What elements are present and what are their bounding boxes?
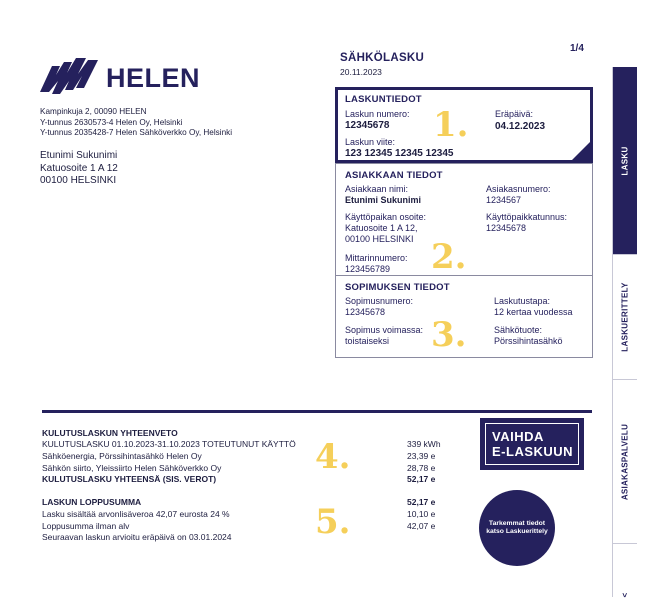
- details-badge: [479, 490, 555, 566]
- customer-name-label: Asiakkaan nimi:: [345, 184, 409, 194]
- summary-row-label: KULUTUSLASKU 01.10.2023-31.10.2023 TOTEUTUNUT KÄYTTÖ: [42, 439, 296, 449]
- meter-number-value: 123456789: [345, 264, 391, 274]
- summary-total-value: 52,17 e: [407, 474, 436, 485]
- billing-method-value: 12 kertaa vuodessa: [494, 307, 573, 317]
- contract-number-value: 12345678: [345, 307, 386, 317]
- meter-number-label: Mittarinnumero:: [345, 253, 408, 263]
- invoice-number-value: 12345678: [345, 120, 390, 131]
- sopimus-heading: SOPIMUKSEN TIEDOT: [345, 282, 450, 293]
- contract-valid-label: Sopimus voimassa:: [345, 325, 424, 335]
- page-number: 1/4: [570, 43, 584, 54]
- sender-address-line: Y-tunnus 2630573-4 Helen Oy, Helsinki: [40, 117, 183, 127]
- tab-lasku[interactable]: [613, 67, 637, 255]
- laskuntiedot-box: [335, 87, 593, 163]
- loppusumma-row-label: Loppusumma ilman alv: [42, 520, 130, 531]
- section-divider: [42, 410, 592, 413]
- recipient-line: Etunimi Sukunimi: [40, 150, 118, 161]
- sender-address-line: Y-tunnus 2035428-7 Helen Sähköverkko Oy, Helsinki: [40, 128, 233, 137]
- loppusumma-row-value: 10,10 e: [407, 508, 436, 519]
- customer-number-value: 1234567: [486, 195, 522, 205]
- billing-method-label: Laskutustapa:: [494, 296, 551, 306]
- recipient-line: Katuosoite 1 A 12: [40, 162, 118, 174]
- tab-laskuerittely-label: LASKUERITTELY: [620, 282, 630, 352]
- loppusumma-values: [407, 497, 435, 532]
- section-marker-4: 4.: [315, 437, 351, 477]
- sender-address-line: Kampinkuja 2, 00090 HELEN: [40, 107, 147, 116]
- site-address-label: Käyttöpaikan osoite:: [345, 212, 427, 222]
- e-invoice-line2: E-LASKUUN: [492, 444, 574, 459]
- e-invoice-banner[interactable]: [480, 418, 584, 470]
- tab-lasku-label: LASKU: [620, 145, 630, 176]
- summary-rows: [42, 439, 296, 486]
- side-tabs: [612, 67, 636, 597]
- site-id-value: 12345678: [486, 223, 527, 233]
- customer-name-value: Etunimi Sukunimi: [345, 195, 422, 205]
- invoice-title: SÄHKÖLASKU: [340, 52, 425, 64]
- summary-row-value: 28,78 e: [407, 462, 436, 473]
- reference-label: Laskun viite:: [345, 137, 396, 147]
- box-corner: [571, 141, 591, 161]
- loppusumma-note: Seuraavan laskun arvioitu eräpäivä on 03.01.2024: [42, 532, 232, 543]
- due-date-value: 04.12.2023: [495, 121, 546, 132]
- section-marker-2: 2.: [431, 237, 467, 277]
- loppusumma-row-value: 42,07 e: [407, 520, 436, 531]
- customer-number-label: Asiakasnumero:: [486, 184, 551, 194]
- summary-row-value: 339 kWh: [407, 439, 441, 449]
- tab-more-label: <: [620, 592, 630, 598]
- site-address-value: Katuosoite 1 A 12,: [345, 223, 418, 233]
- invoice-number-label: Laskun numero:: [345, 109, 410, 119]
- loppusumma-rows: [42, 497, 232, 544]
- sopimus-box: [335, 276, 593, 358]
- reference-value: 123 12345 12345 12345: [345, 148, 454, 159]
- summary-values: [407, 439, 441, 486]
- summary-row-label: Sähköenergia, Pörssihintasähkö Helen Oy: [42, 450, 202, 461]
- contract-valid-value: toistaiseksi: [345, 336, 390, 346]
- summary-total-label: KULUTUSLASKU YHTEENSÄ (SIS. VEROT): [42, 474, 217, 485]
- loppusumma-row-label: Lasku sisältää arvonlisäveroa 42,07 eurosta 24 %: [42, 508, 230, 519]
- site-address-value: 00100 HELSINKI: [345, 234, 414, 244]
- product-value: Pörssihintasähkö: [494, 336, 563, 346]
- tab-asiakaspalvelu-label: ASIAKASPALVELU: [620, 423, 630, 500]
- contract-number-label: Sopimusnumero:: [345, 296, 414, 306]
- laskuntiedot-heading: LASKUNTIEDOT: [345, 94, 422, 105]
- product-label: Sähkötuote:: [494, 325, 543, 335]
- invoice-date: 20.11.2023: [340, 67, 382, 77]
- section-marker-3: 3.: [431, 315, 467, 355]
- asiakas-heading: ASIAKKAAN TIEDOT: [345, 170, 443, 181]
- section-marker-1: 1.: [433, 105, 469, 145]
- helen-logo-icon: [40, 56, 112, 96]
- recipient-address: [40, 150, 118, 188]
- tab-more[interactable]: [613, 544, 637, 604]
- sender-address: [40, 107, 232, 139]
- e-invoice-line1: VAIHDA: [492, 429, 544, 444]
- section-marker-5: 5.: [315, 502, 351, 542]
- loppusumma-heading-value: 52,17 e: [407, 497, 436, 507]
- due-date-label: Eräpäivä:: [495, 109, 534, 119]
- asiakas-box: [335, 163, 593, 276]
- helen-logo-text: HELEN: [106, 63, 201, 93]
- summary-row-label: Sähkön siirto, Yleissiirto Helen Sähköverkko Oy: [42, 462, 222, 473]
- loppusumma-heading: LASKUN LOPPUSUMMA: [42, 497, 142, 507]
- site-id-label: Käyttöpaikkatunnus:: [486, 212, 568, 222]
- details-badge-text: Tarkemmat tiedot katso Laskuerittely: [486, 519, 548, 535]
- tab-laskuerittely[interactable]: [613, 255, 637, 380]
- tab-asiakaspalvelu[interactable]: [613, 380, 637, 544]
- summary-row-value: 23,39 e: [407, 450, 436, 461]
- recipient-line: 00100 HELSINKI: [40, 175, 117, 186]
- summary-heading: KULUTUSLASKUN YHTEENVETO: [42, 428, 178, 438]
